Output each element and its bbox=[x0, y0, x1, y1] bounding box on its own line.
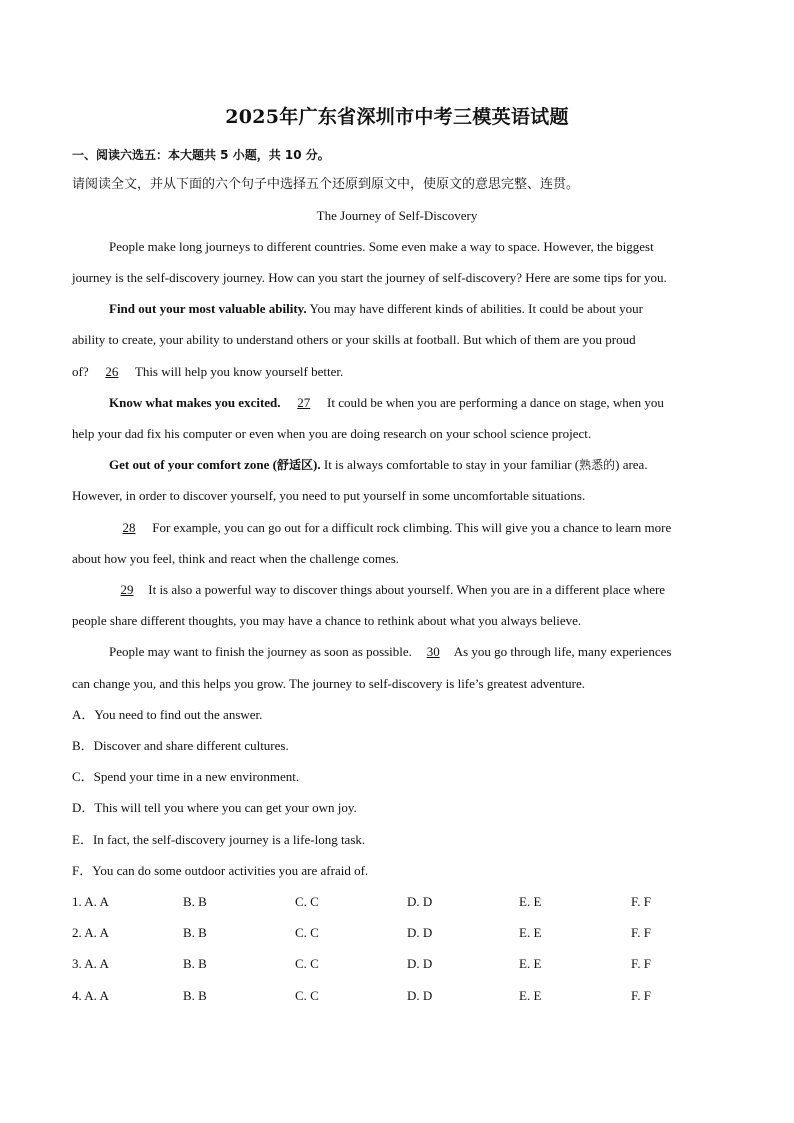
tip-heading: Know what makes you excited. bbox=[109, 395, 281, 410]
option-e: E．In fact, the self-discovery journey is a life-long task. bbox=[72, 832, 366, 847]
paragraph-4-line-1 bbox=[109, 456, 648, 474]
page-title: 2025年广东省深圳市中考三模英语试题 bbox=[225, 106, 569, 128]
paragraph-text: It is also a powerful way to discover things about yourself. When you are in a different place where bbox=[145, 582, 666, 597]
choice-a[interactable]: 2. A. A bbox=[72, 925, 109, 940]
paragraph-text: It is always comfortable to stay in your familiar ( bbox=[320, 457, 580, 472]
paragraph-1-line-1: People make long journeys to different countries. Some even make a way to space. However, the biggest bbox=[109, 239, 654, 254]
tip-heading-text: ). bbox=[313, 457, 321, 472]
paragraph-text: This will help you know yourself better. bbox=[131, 364, 344, 379]
question-2-choices bbox=[72, 924, 722, 942]
choice-b[interactable]: B. B bbox=[183, 956, 207, 971]
choice-e[interactable]: E. E bbox=[519, 956, 542, 971]
paragraph-text: People may want to finish the journey as soon as possible. bbox=[109, 644, 416, 659]
option-b: B．Discover and share different cultures. bbox=[72, 738, 289, 753]
paragraph-text: ) area. bbox=[615, 457, 648, 472]
paragraph-text: As you go through life, many experiences bbox=[451, 644, 672, 659]
paragraph-text: For example, you can go out for a difficult rock climbing. This will give you a chance to learn more bbox=[149, 520, 672, 535]
choice-f[interactable]: F. F bbox=[631, 956, 651, 971]
paragraph-cjk: 熟悉的 bbox=[579, 458, 616, 472]
paragraph-text: You may have different kinds of abilities. It could be about your bbox=[306, 301, 643, 316]
paragraph-2-line-2: ability to create, your ability to understand others or your skills at football. But which of them are you proud bbox=[72, 332, 636, 347]
paragraph-5-line-1 bbox=[109, 519, 671, 537]
choice-c[interactable]: C. C bbox=[295, 988, 319, 1003]
choice-b[interactable]: B. B bbox=[183, 894, 207, 909]
paragraph-text: It could be when you are performing a dance on stage, when you bbox=[323, 395, 664, 410]
option-f: F．You can do some outdoor activities you are afraid of. bbox=[72, 863, 369, 878]
choice-b[interactable]: B. B bbox=[183, 988, 207, 1003]
choice-a[interactable]: 3. A. A bbox=[72, 956, 109, 971]
paragraph-6-line-1 bbox=[109, 581, 665, 599]
blank-29[interactable]: 29 bbox=[120, 582, 134, 597]
choice-e[interactable]: E. E bbox=[519, 988, 542, 1003]
choice-c[interactable]: C. C bbox=[295, 894, 319, 909]
paragraph-6-line-2: people share different thoughts, you may have a chance to rethink about what you always believe. bbox=[72, 613, 582, 628]
paragraph-2-line-3 bbox=[72, 363, 343, 381]
option-d: D．This will tell you where you can get your own joy. bbox=[72, 800, 357, 815]
paragraph-1-line-2: journey is the self-discovery journey. How can you start the journey of self-discovery? Here are some tips for you. bbox=[72, 270, 667, 285]
paragraph-text: of? bbox=[72, 364, 92, 379]
choice-c[interactable]: C. C bbox=[295, 956, 319, 971]
paragraph-4-line-2: However, in order to discover yourself, you need to put yourself in some uncomfortable situations. bbox=[72, 488, 586, 503]
passage-title: The Journey of Self-Discovery bbox=[316, 208, 478, 223]
paragraph-3-line-1 bbox=[109, 394, 664, 412]
tip-heading: Find out your most valuable ability. bbox=[109, 301, 307, 316]
choice-e[interactable]: E. E bbox=[519, 894, 542, 909]
choice-e[interactable]: E. E bbox=[519, 925, 542, 940]
option-c: C．Spend your time in a new environment. bbox=[72, 769, 300, 784]
blank-26[interactable]: 26 bbox=[105, 364, 119, 379]
choice-d[interactable]: D. D bbox=[407, 894, 433, 909]
choice-d[interactable]: D. D bbox=[407, 988, 433, 1003]
choice-d[interactable]: D. D bbox=[407, 925, 433, 940]
blank-30[interactable]: 30 bbox=[426, 644, 440, 659]
choice-a[interactable]: 4. A. A bbox=[72, 988, 109, 1003]
tip-heading-cjk: 舒适区 bbox=[277, 458, 314, 472]
instruction-text: 请阅读全文，并从下面的六个句子中选择五个还原到原文中，使原文的意思完整、连贯。 bbox=[72, 177, 580, 192]
blank-27[interactable]: 27 bbox=[297, 395, 311, 410]
choice-f[interactable]: F. F bbox=[631, 925, 651, 940]
paragraph-3-line-2: help your dad fix his computer or even when you are doing research on your school science project. bbox=[72, 426, 592, 441]
paragraph-7-line-2: can change you, and this helps you grow. The journey to self-discovery is life’s greatest adventure. bbox=[72, 676, 585, 691]
question-3-choices bbox=[72, 955, 722, 973]
choice-d[interactable]: D. D bbox=[407, 956, 433, 971]
paragraph-2-line-1 bbox=[109, 300, 643, 318]
paragraph-7-line-1 bbox=[109, 643, 671, 661]
choice-f[interactable]: F. F bbox=[631, 988, 651, 1003]
tip-heading-text: Get out of your comfort zone ( bbox=[109, 457, 277, 472]
option-a: A．You need to find out the answer. bbox=[72, 707, 263, 722]
blank-28[interactable]: 28 bbox=[122, 520, 136, 535]
choice-c[interactable]: C. C bbox=[295, 925, 319, 940]
question-1-choices bbox=[72, 893, 722, 911]
paragraph-5-line-2: about how you feel, think and react when the challenge comes. bbox=[72, 551, 400, 566]
choice-b[interactable]: B. B bbox=[183, 925, 207, 940]
choice-a[interactable]: 1. A. A bbox=[72, 894, 109, 909]
section-heading: 一、阅读六选五：本大题共 5 小题，共 10 分。 bbox=[72, 148, 330, 162]
tip-heading bbox=[109, 457, 321, 472]
choice-f[interactable]: F. F bbox=[631, 894, 651, 909]
question-4-choices bbox=[72, 987, 722, 1005]
